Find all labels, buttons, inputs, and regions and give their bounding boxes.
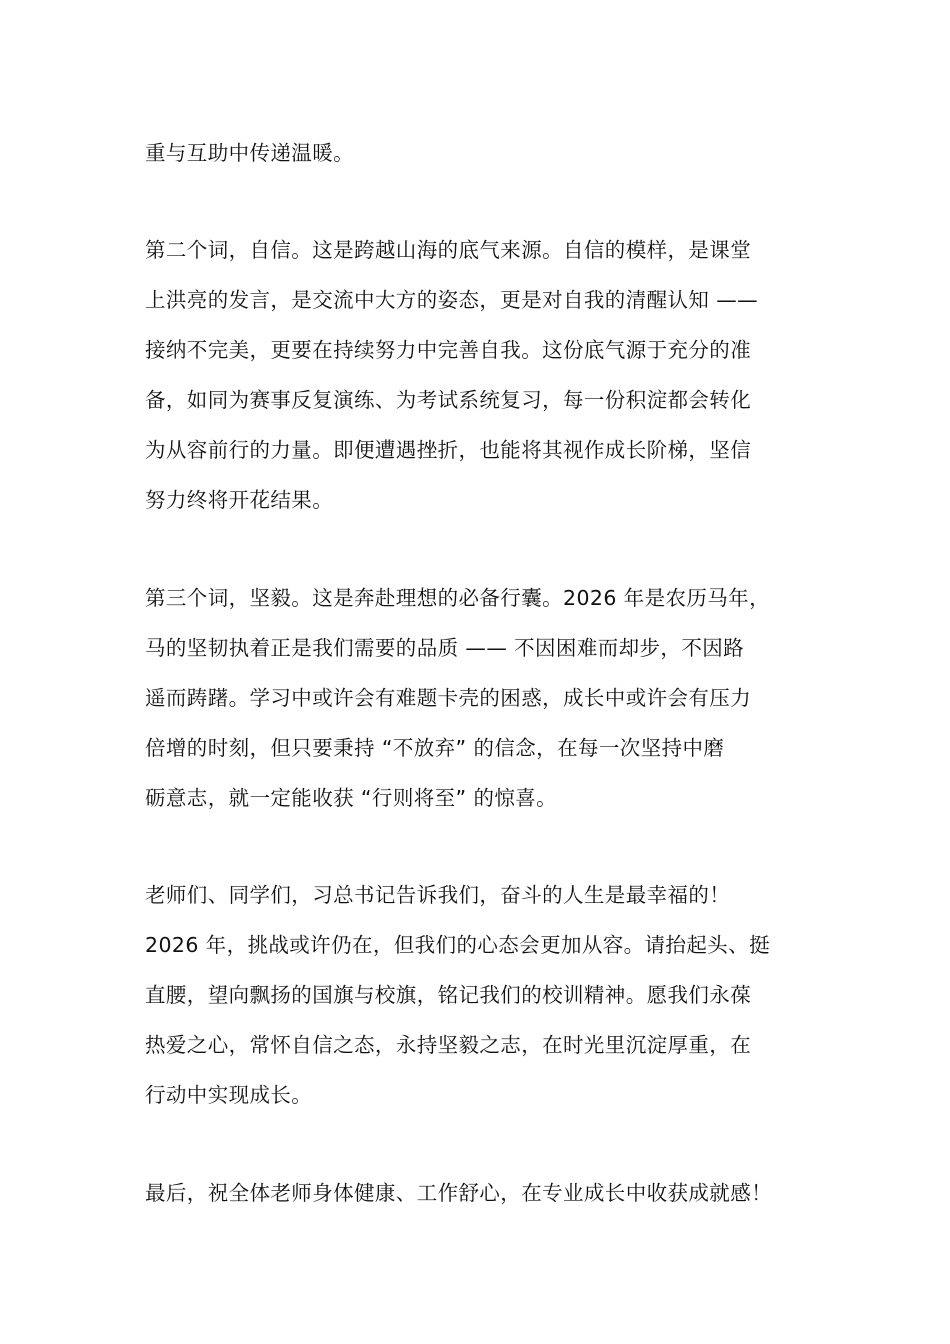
paragraph-line: 备，如同为赛事反复演练、为考试系统复习，每一份积淀都会转化	[145, 388, 752, 412]
paragraph-line: 上洪亮的发言，是交流中大方的姿态，更是对自我的清醒认知 ——	[145, 288, 759, 312]
paragraph-line: 2026 年，挑战或许仍在，但我们的心态会更加从容。请抬起头、挺	[145, 933, 770, 957]
paragraph-line: 最后，祝全体老师身体健康、工作舒心，在专业成长中收获成就感！	[145, 1181, 772, 1205]
paragraph-line: 为从容前行的力量。即便遭遇挫折，也能将其视作成长阶梯，坚信	[145, 438, 752, 462]
paragraph-line: 老师们、同学们，习总书记告诉我们，奋斗的人生是最幸福的！	[145, 883, 731, 907]
paragraph-line: 马的坚韧执着正是我们需要的品质 —— 不因困难而却步，不因路	[145, 636, 745, 660]
paragraph-line: 第二个词，自信。这是跨越山海的底气来源。自信的模样，是课堂	[145, 238, 752, 262]
paragraph-line: 第三个词，坚毅。这是奔赴理想的必备行囊。2026 年是农历马年，	[145, 586, 770, 610]
paragraph-line: 遥而踌躇。学习中或许会有难题卡壳的困惑，成长中或许会有压力	[145, 686, 752, 710]
paragraph-line: 努力终将开花结果。	[145, 488, 334, 512]
paragraph-line: 重与互助中传递温暖。	[145, 141, 354, 165]
paragraph-line: 接纳不完美，更要在持续努力中完善自我。这份底气源于充分的准	[145, 338, 752, 362]
paragraph-line: 直腰，望向飘扬的国旗与校旗，铭记我们的校训精神。愿我们永葆	[145, 983, 752, 1007]
paragraph-line: 热爱之心，常怀自信之态，永持坚毅之志，在时光里沉淀厚重，在	[145, 1033, 752, 1057]
paragraph-line: 倍增的时刻，但只要秉持 “不放弃” 的信念，在每一次坚持中磨	[145, 736, 725, 760]
paragraph-line: 行动中实现成长。	[145, 1083, 313, 1107]
paragraph-line: 砺意志，就一定能收获 “行则将至” 的惊喜。	[145, 786, 558, 810]
